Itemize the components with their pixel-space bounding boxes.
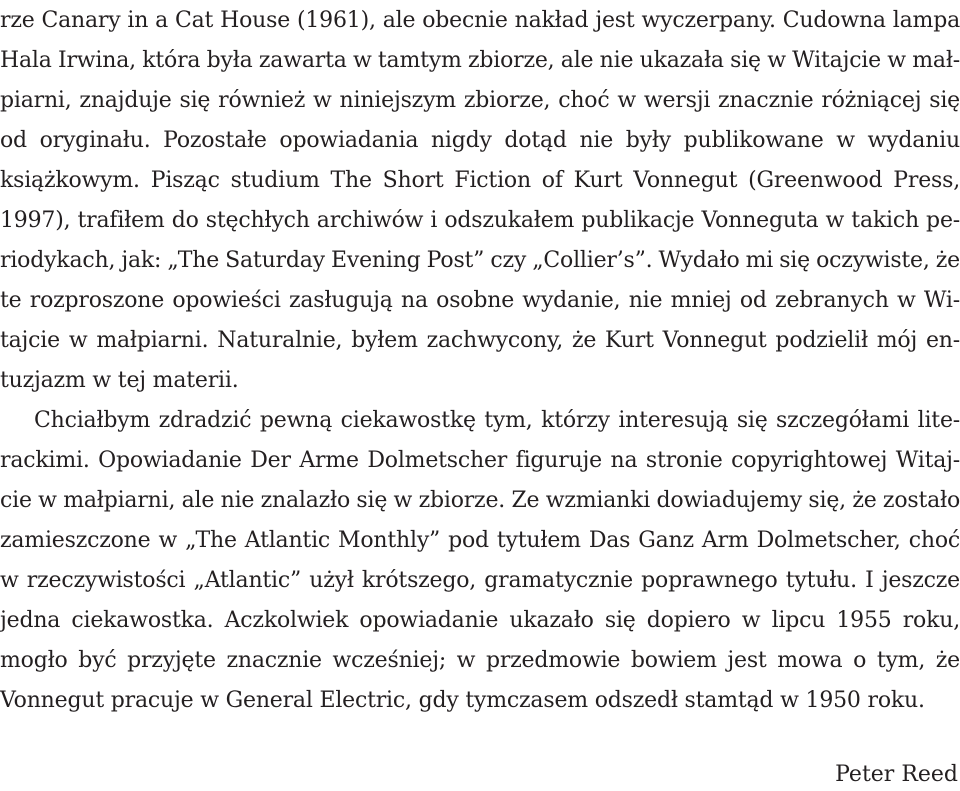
text-line: książkowym. Pisząc studium The Short Fiction of Kurt Vonnegut (Greenwood Press, <box>0 168 960 193</box>
text-line: Hala Irwina, która była zawarta w tamtym zbiorze, ale nie ukazała się w Witajcie w mał- <box>0 48 960 73</box>
text-line: Chciałbym zdradzić pewną ciekawostkę tym, którzy interesują się szczegółami lite- <box>34 408 960 433</box>
text-line: w rzeczywistości „Atlantic” użył krótszego, gramatycznie poprawnego tytułu. I jeszcze <box>0 568 960 593</box>
text-line: tuzjazm w tej materii. <box>0 368 239 393</box>
text-line: mogło być przyjęte znacznie wcześniej; w przedmowie bowiem jest mowa o tym, że <box>0 648 960 673</box>
text-line: tajcie w małpiarni. Naturalnie, byłem zachwycony, że Kurt Vonnegut podzielił mój en- <box>0 328 960 353</box>
text-line: cie w małpiarni, ale nie znalazło się w zbiorze. Ze wzmianki dowiadujemy się, że zostało <box>0 488 960 513</box>
text-line: riodykach, jak: „The Saturday Evening Post” czy „Collier’s”. Wydało mi się oczywiste, że <box>0 248 960 273</box>
text-line: od oryginału. Pozostałe opowiadania nigdy dotąd nie były publikowane w wydaniu <box>0 128 960 153</box>
text-line: jedna ciekawostka. Aczkolwiek opowiadanie ukazało się dopiero w lipcu 1955 roku, <box>0 608 960 633</box>
text-line: 1997), trafiłem do stęchłych archiwów i odszukałem publikacje Vonneguta w takich pe- <box>0 208 960 233</box>
text-line: rackimi. Opowiadanie Der Arme Dolmetscher figuruje na stronie copyrightowej Witaj- <box>0 448 960 473</box>
text-line: Vonnegut pracuje w General Electric, gdy tymczasem odszedł stamtąd w 1950 roku. <box>0 688 925 713</box>
text-line: zamieszczone w „The Atlantic Monthly” pod tytułem Das Ganz Arm Dolmetscher, choć <box>0 528 960 553</box>
text-line: rze Canary in a Cat House (1961), ale obecnie nakład jest wyczerpany. Cudowna lampa <box>0 8 960 33</box>
author-signature: Peter Reed <box>835 762 958 787</box>
text-line: piarni, znajduje się również w niniejszym zbiorze, choć w wersji znacznie różniącej się <box>0 88 960 113</box>
text-line: te rozproszone opowieści zasługują na osobne wydanie, nie mniej od zebranych w Wi- <box>0 288 960 313</box>
